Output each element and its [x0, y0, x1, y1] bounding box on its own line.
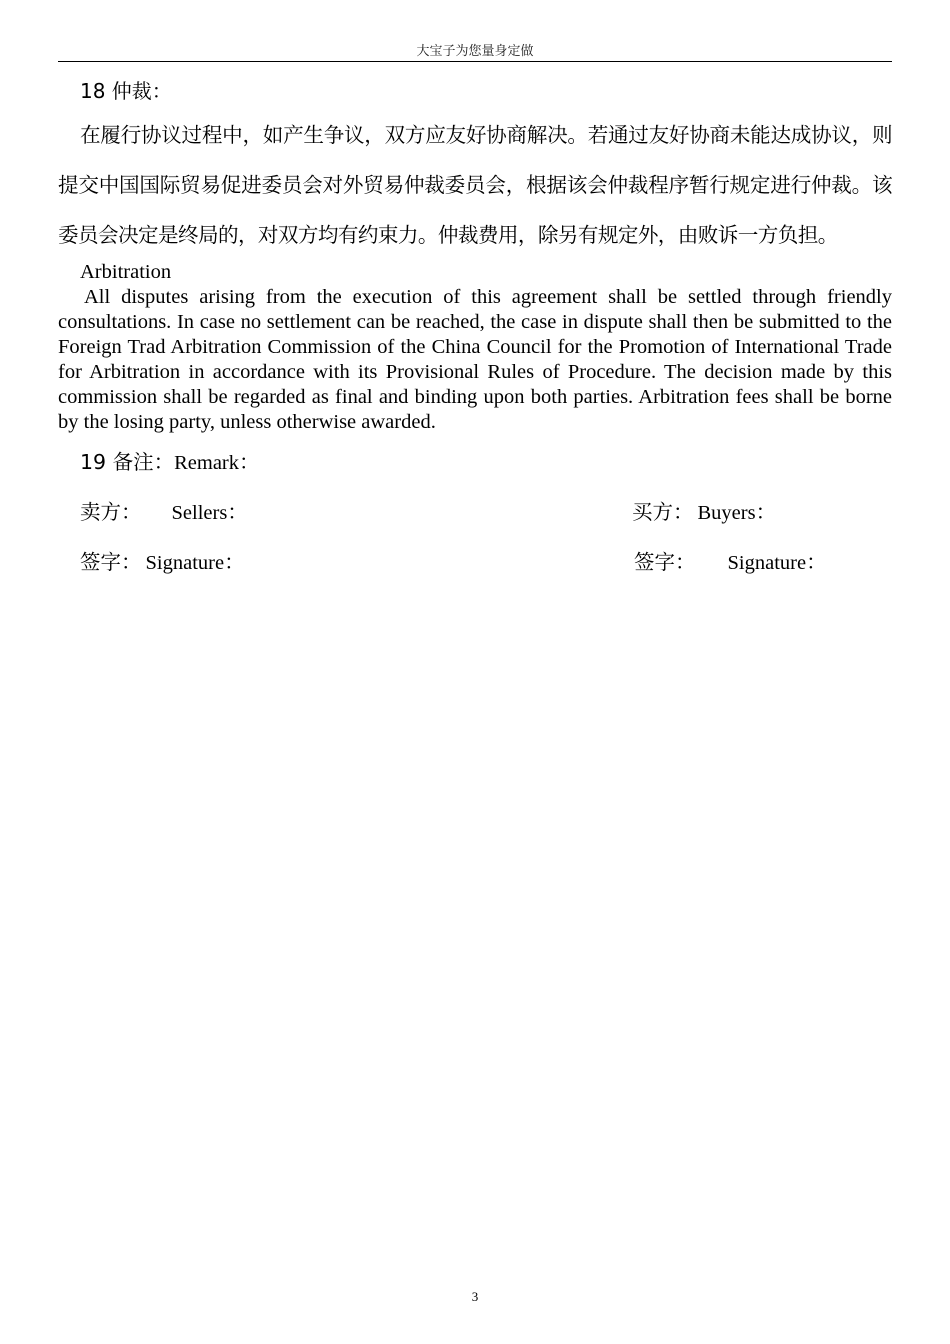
section-18-heading: 18 仲裁： — [80, 79, 172, 103]
buyer-label — [632, 487, 776, 538]
page-number — [0, 1289, 950, 1305]
document-body — [58, 72, 892, 587]
signature-row — [58, 537, 892, 587]
page-header — [58, 43, 892, 62]
seller-signature-label — [80, 537, 245, 588]
buyer-signature-en: Signature： — [727, 552, 827, 574]
seller-label-zh: 卖方： — [80, 500, 142, 524]
seller-label — [80, 487, 248, 538]
parties-row — [58, 487, 892, 537]
seller-label-en: Sellers： — [171, 502, 248, 524]
section-19-heading-zh: 19 备注： — [80, 450, 175, 474]
section-19-heading-en: Remark： — [174, 452, 260, 474]
buyer-signature-zh: 签字： — [634, 550, 696, 574]
header-text: 大宝子为您量身定做 — [416, 44, 534, 59]
page-number-text: 3 — [471, 1289, 479, 1304]
seller-signature-zh: 签字： — [80, 550, 142, 574]
buyer-label-en: Buyers： — [697, 502, 777, 524]
seller-signature-en: Signature： — [145, 552, 245, 574]
section-18-english-title: Arbitration — [80, 261, 172, 283]
buyer-signature-label — [634, 537, 827, 588]
buyer-label-zh: 买方： — [632, 500, 694, 524]
section-18-chinese-paragraph: 在履行协议过程中，如产生争议，双方应友好协商解决。若通过友好协商未能达成协议，则提交中国国际贸易促进委员会对外贸易仲裁委员会，根据该会仲裁程序暂行规定进行仲裁。该委员会决定是终局的，对双方均有约束力。仲裁费用，除另有规定外，由败诉一方负担。 — [58, 123, 892, 247]
section-19-remark — [58, 447, 892, 477]
section-18-english-paragraph: All disputes arising from the execution of this agreement shall be settled through friendly consultations. In case no settlement can be reached, the case in dispute shall then be submitted to the Foreign Trad Arbitration Commission of the China Council for the Promotion of International Trade for Arbitration in accordance with its Provisional Rules of Procedure. The decision made by this commission shall be regarded as final and binding upon both parties. Arbitration fees shall be borne by the losing party, unless otherwise awarded. — [58, 286, 892, 433]
